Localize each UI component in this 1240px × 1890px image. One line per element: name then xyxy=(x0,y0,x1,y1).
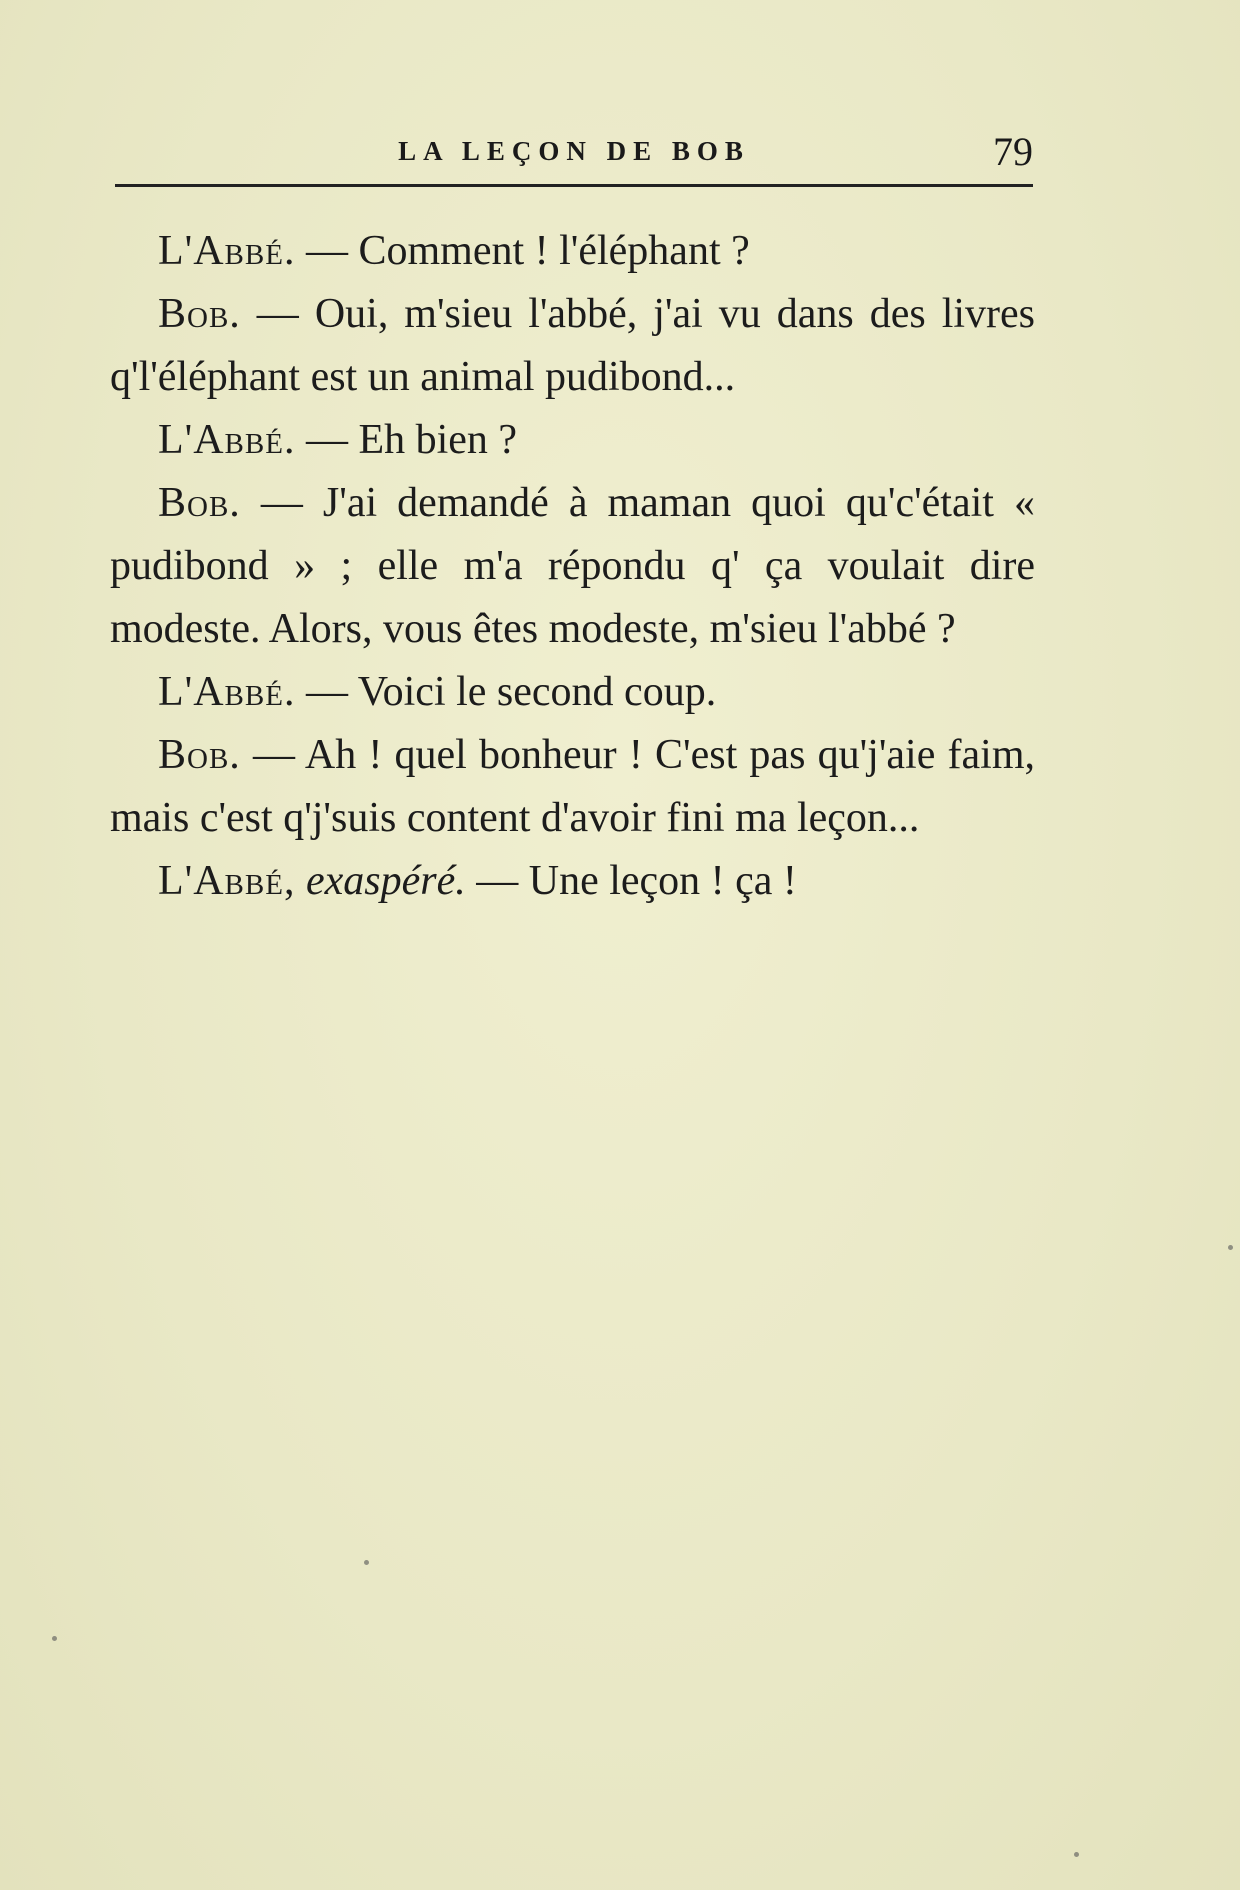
page-number: 79 xyxy=(993,129,1033,174)
speaker-name: L'Abbé. xyxy=(158,417,296,463)
dialogue-line xyxy=(110,472,1035,661)
dialogue-dash: — xyxy=(295,228,359,274)
dialogue-dash: — xyxy=(465,858,529,904)
dialogue-line xyxy=(110,850,1035,913)
dialogue-dash: — xyxy=(295,669,358,715)
stage-direction: exaspéré. xyxy=(295,858,466,904)
running-title: LA LEÇON DE BOB xyxy=(398,136,750,166)
dialogue-dash: — xyxy=(240,732,305,778)
paper-speck xyxy=(1228,1245,1233,1250)
dialogue-dash: — xyxy=(295,417,359,463)
speaker-name: L'Abbé. xyxy=(158,228,296,274)
dialogue-speech: Oui, m'sieu l'abbé, j'ai vu dans des livres q'l'éléphant est un animal pudibond... xyxy=(110,291,1036,400)
speaker-name: Bob. xyxy=(158,480,241,526)
dialogue-speech: J'ai demandé à maman quoi qu'c'était « pudibond » ; elle m'a répondu q' ça voulait dire modeste. Alors, vous êtes modeste, m'sieu l'abbé ? xyxy=(110,480,1035,652)
dialogue-dash: — xyxy=(240,291,315,337)
dialogue-line xyxy=(110,661,1035,724)
page-header xyxy=(115,128,1033,178)
dialogue-text xyxy=(110,220,1035,913)
dialogue-speech: Comment ! l'éléphant ? xyxy=(358,228,750,274)
paper-speck xyxy=(1074,1852,1079,1857)
dialogue-line xyxy=(110,220,1035,283)
dialogue-dash: — xyxy=(240,480,323,526)
speaker-name: Bob. xyxy=(158,732,241,778)
speaker-name: L'Abbé, xyxy=(158,858,296,904)
dialogue-line xyxy=(110,283,1035,409)
dialogue-speech: Eh bien ? xyxy=(358,417,518,463)
dialogue-line xyxy=(110,724,1035,850)
speaker-name: L'Abbé. xyxy=(158,669,296,715)
dialogue-speech: Ah ! quel bonheur ! C'est pas qu'j'aie faim, mais c'est q'j'suis content d'avoir fini ma leçon... xyxy=(110,732,1035,841)
speaker-name: Bob. xyxy=(158,291,241,337)
dialogue-speech: Voici le second coup. xyxy=(357,669,717,715)
paper-speck xyxy=(52,1636,57,1641)
dialogue-speech: Une leçon ! ça ! xyxy=(528,858,797,904)
dialogue-line xyxy=(110,409,1035,472)
paper-speck xyxy=(364,1560,369,1565)
header-rule xyxy=(115,184,1033,187)
